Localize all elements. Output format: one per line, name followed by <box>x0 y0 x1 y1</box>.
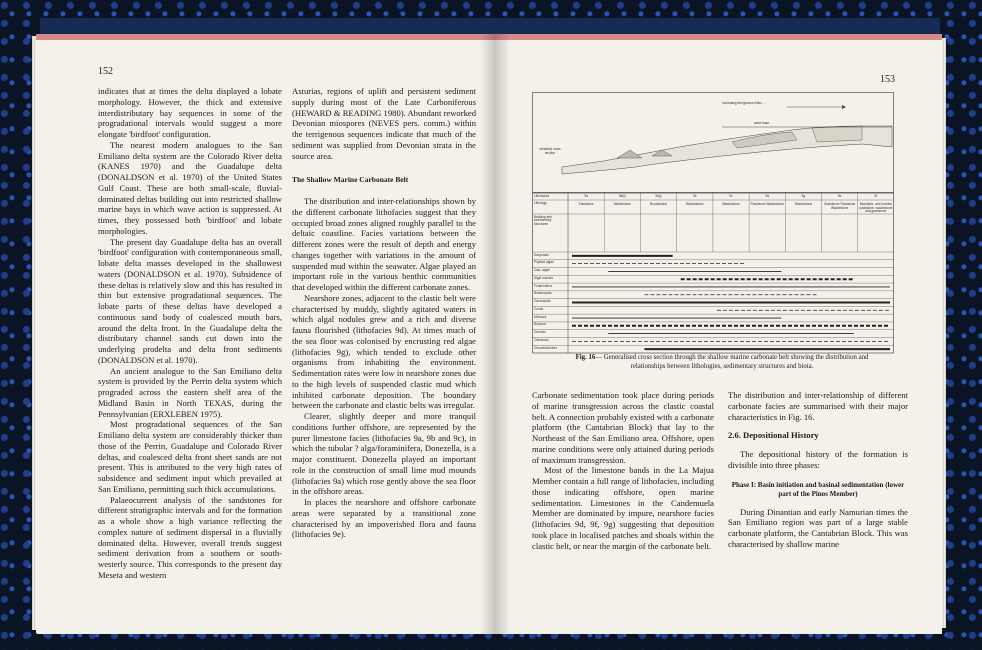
lithology-cell: Grainstone Packstone Wackestone <box>823 202 856 210</box>
page-top-edge <box>36 34 496 40</box>
lithology-cell: Boundstone <box>650 202 668 206</box>
page-number-left: 152 <box>98 66 113 77</box>
paragraph: Nearshore zones, adjacent to the clastic belt were characterised by muddy, slightly agitated waters in which algal nodules grew and a rich and diverse fauna flourished (lithofacies 9d). At times much of the sea floor was colonised by encrusting red algae (lithofacies 9g), which tended to exclude other organisms from inhabiting the environment. Sedimentation rates were low in nearshore zones due to the high levels of suspended clastic mud which inhibited carbonate deposition. The boundary between the carbonate and clastic belts was irregular. <box>292 292 476 411</box>
figure-wave-label: wave base <box>754 121 770 125</box>
paragraph: During Dinantian and early Namurian times the San Emiliano region was part of a large stable carbonate platform, the Cantabrian Block. This was characterised by shallow marine <box>728 506 908 549</box>
left-column-1 <box>98 86 282 581</box>
table-row-header: Calc. algae <box>534 268 550 273</box>
section-heading: 2.6. Depositional History <box>728 430 819 441</box>
table-row-header: Brachiopods <box>534 291 552 296</box>
table-row-header: Gastropods <box>534 299 551 304</box>
book-gutter <box>480 34 510 634</box>
right-column-1 <box>532 390 714 551</box>
lithology-cell: Packstone Wackestone <box>750 202 784 206</box>
table-row-header: Crinoids <box>534 330 546 335</box>
paragraph: The present day Guadalupe delta has an overall 'birdfoot' configuration with contemporaneous small, lobate delta masses developed in the shallowest waters (DONALDSON et al. 1970). Subsidence of these deltas is relatively slow and this has resulted in thin but extensive progradational sequences. The lobate parts of these deltas have developed a continuous sand body of coalesced mouth bars, around the delta front. In the Guadalupe delta the distributary channel sands cut down into the underlying prodelta and delta front sediments (DONALDSON et al. 1970). <box>98 236 282 365</box>
table-row-header: Molluscs <box>534 314 547 319</box>
paragraph: Palaeocurrent analysis of the sandstones for different stratigraphic intervals and for the formation as a whole show a high variance reflecting the complex nature of sediment dispersal in a fluvially dominated delta. However, overall trends suggest sediment derivation from a southern or south-westerly source. This corresponds to the present day Meseta and western <box>98 494 282 580</box>
left-page <box>36 34 496 634</box>
lithology-cell: Packstone <box>578 202 594 206</box>
paragraph: Most of the limestone bands in the La Majua Member contain a full range of lithofacies, including those indicating offshore, open marine sedimentation. Limestones in the Candemuela Member are dominated by impure, nearshore facies (lithofacies 9d, 9f, 9g) suggesting that deposition took place in localised patches and shoals within the clastic belt, or near the margin of the carbonate belt. <box>532 465 714 551</box>
paragraph: Clearer, slightly deeper and more tranquil conditions further offshore, are represented by the purer limestone facies (lithofacies 9a, 9b and 9c), in which the tubular ? alga/foraminifera, Donezella, is a major constituent. Donezella played an important role in the construction of small lime mud mounds (lithofacies 9a) which rose gently above the sea floor in the offshore areas. <box>292 411 476 497</box>
table-row-header: Chonetids/tubes <box>534 345 558 350</box>
facies-header: 9c <box>729 194 733 198</box>
paragraph: The nearest modern analogues to the San Emiliano delta system are the Colorado River delta (KANES 1970) and the Guadalupe delta (DONALDSON et al. 1970) of the United States Gulf Coast. These are both small-scale, fluvial-dominated deltas building out into restricted shallow marine bays in which wave action is suppressed. At times, they possessed both 'birdfoot' and lobate morphologies. <box>98 139 282 236</box>
lithology-cell: Bioclastic, and nodular packstone, wackestone and grainstone <box>859 202 893 214</box>
figure-caption-number: Fig. 16 <box>575 354 596 361</box>
paragraph: The distribution and inter-relationships shown by the different carbonate lithofacies suggest that they occupied broad zones aligned roughly parallel to the deltaic coastline. Facies variations between the different zones were the result of depth and energy changes together with variations in the amount of suspended mud within the seawater. Algae played an important role in the various benthic communities that developed within the different carbonate zones. <box>292 196 476 292</box>
figure-section-label: Idealised cross section <box>539 147 561 155</box>
right-page <box>496 34 942 634</box>
figure-caption-text: — Generalised cross section through the shallow marine carbonate belt showing the distribution and relationships between lithologies, sedimentary structures and biota. <box>595 354 869 370</box>
paragraph: Asturias, regions of uplift and persistent sediment supply during most of the Late Carboniferous (HEWARD & READING 1980). Abundant reworked Devonian miospores (NEVES pers. comm.) within the terrigenous sequences indicate that much of the sediment was supplied from Devonian strata in the source area. <box>292 86 476 161</box>
facies-header: 9a(ii) <box>618 194 626 198</box>
phase-heading: Phase I: Basin initiation and basinal sedimentation (lower part of the Pinos Member) <box>731 480 905 498</box>
figure-top-label: Increasing terrigenous influx → <box>722 101 766 105</box>
paragraph: In places the nearshore and offshore carbonate areas were separated by a transitional zone characterised by an impoverished flora and fauna (lithofacies 9e). <box>292 497 476 540</box>
figure-16-diagram <box>532 92 894 358</box>
right-column-2 <box>728 390 908 550</box>
facies-header: 9a(i) <box>655 194 662 198</box>
paragraph: indicates that at times the delta displayed a lobate morphology. However, the thick and extensive interdistributary bay sequences in some of the progradational intervals would suggest a more elongate 'birdfoot' configuration. <box>98 86 282 139</box>
lithology-cell: Wackestone <box>722 202 740 206</box>
table-row-header: Foraminifera <box>534 283 552 288</box>
paragraph: The distribution and inter-relationship of different carbonate facies are summarised with their major characteristics in Fig. 16. <box>728 390 908 422</box>
facies-header: 9d <box>765 194 769 198</box>
figure-16 <box>532 92 894 358</box>
paragraph: The depositional history of the formation is divisible into three phases: <box>728 449 908 470</box>
facies-header: 9a <box>584 194 588 198</box>
figure-caption <box>572 354 872 371</box>
paragraph: Carbonate sedimentation took place during periods of marine transgression across the clastic coastal belt. A connection probably existed with a carbonate platform (the Cantabrian Block) that lay to the Northeast of the San Emiliano area. Offshore, open marine conditions were only attained during periods of maximum transgression. <box>532 390 714 465</box>
facies-header: 9b <box>692 194 697 198</box>
table-row-header: Lithology <box>534 200 547 205</box>
page-top-edge <box>496 34 942 40</box>
table-row-header: Ostracods <box>534 337 549 342</box>
section-heading: The Shallow Marine Carbonate Belt <box>292 175 409 185</box>
paragraph: An ancient analogue to the San Emiliano delta system is provided by the Perrin delta system which prograded across the eastern shelf area of the Midland Basin in North TEXAS, during the Pennsylvanian (ERXLEBEN 1975). <box>98 365 282 419</box>
table-row-header: Bryozoa <box>534 322 546 327</box>
lithology-cell: Wackestone <box>686 202 704 206</box>
table-row-header: Dasyclads <box>534 252 549 257</box>
table-row-header: Phylloid algae <box>534 260 554 265</box>
table-row-header: Algal nodules <box>534 275 554 280</box>
table-row-header: Bedding and sedimentary structures <box>534 214 552 226</box>
lithology-cell: Wackestone <box>613 202 632 206</box>
facies-header: 9f <box>874 194 878 198</box>
table-row-header: Corals <box>534 306 544 311</box>
paragraph: Most progradational sequences of the San Emiliano delta system are considerably thicker than those of the Perrin, Guadalupe and Colorado River deltas, and coalesced delta front sheet sands are not present. This is attributed to the very high rates of subsidence and sediment input which prevailed at San Emiliano, permitting such thick accumulations. <box>98 419 282 494</box>
table-row-header: Lithofacies <box>534 193 550 198</box>
lithology-cell: Wackestone <box>794 202 813 206</box>
facies-header: 9e <box>837 194 842 198</box>
facies-header: 9g <box>801 194 806 198</box>
page-number-right: 153 <box>880 74 895 85</box>
left-column-2 <box>292 86 476 540</box>
